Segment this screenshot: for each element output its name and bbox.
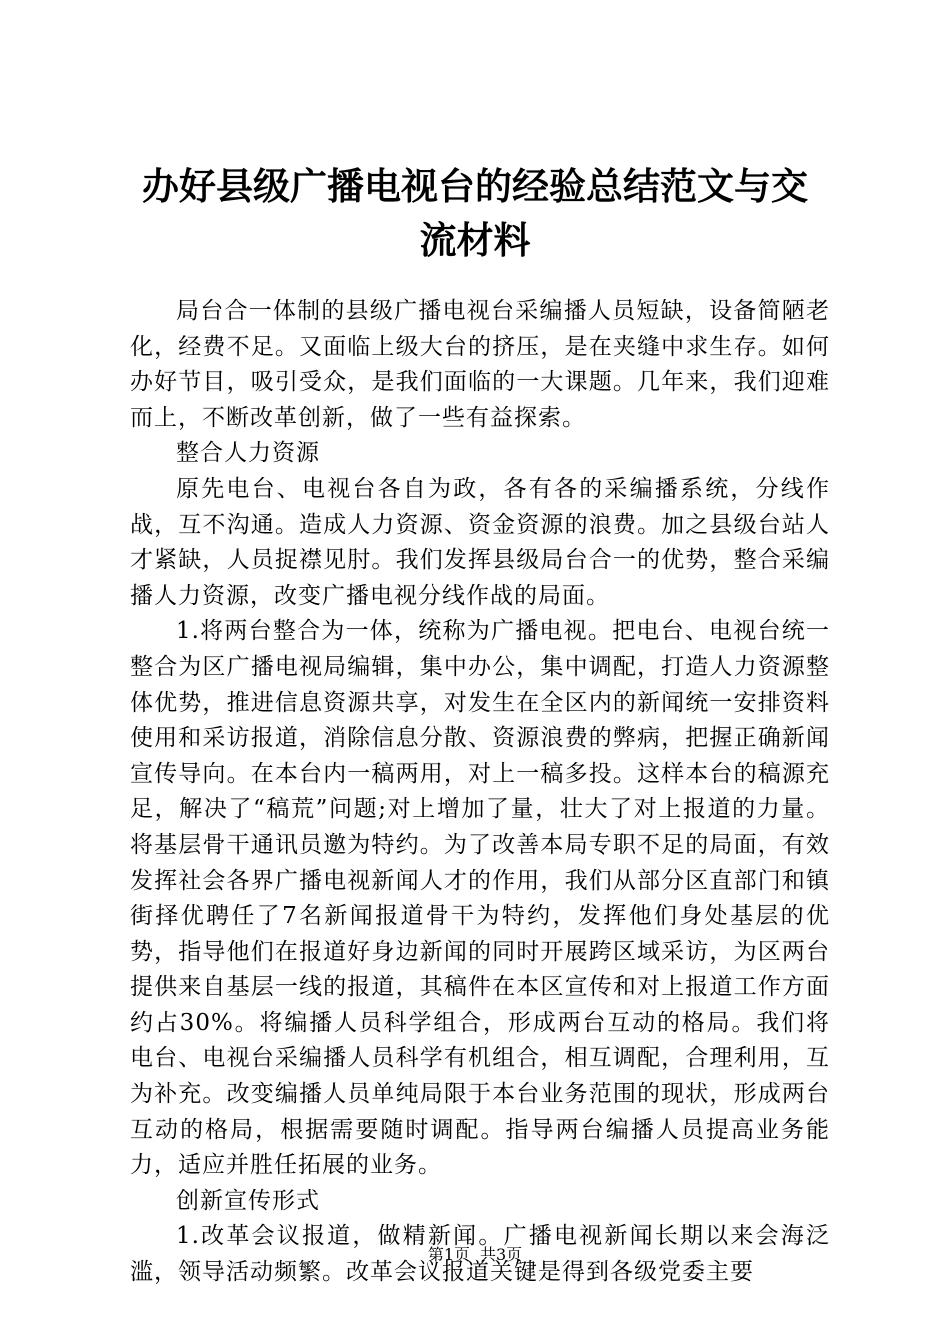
section-heading-hr: 整合人力资源 bbox=[176, 440, 320, 467]
paragraph-innovation-point-1: 1.改革会议报道，做精新闻。广播电视新闻长期以来会海泛滥，领导活动频繁。改革会议报道关键是得到各级党委主要 bbox=[130, 1223, 830, 1286]
page-number: 第1页 bbox=[427, 1245, 470, 1264]
document-title: 办好县级广播电视台的经验总结范文与交流材料 bbox=[142, 165, 808, 262]
document-body bbox=[130, 294, 830, 1291]
page-total: 共3页 bbox=[480, 1245, 523, 1264]
paragraph-hr-point-1: 1.将两台整合为一体，统称为广播电视。把电台、电视台统一整合为区广播电视局编辑，集中办公，集中调配，打造人力资源整体优势，推进信息资源共享，对发生在全区内的新闻统一安排资料使用和采访报道，消除信息分散、资源浪费的弊病，把握正确新闻宣传导向。在本台内一稿两用，对上一稿多投。这样本台的稿源充足，解决了“稿荒”问题;对上增加了量，壮大了对上报道的力量。将基层骨干通讯员邀为特约。为了改善本局专职不足的局面，有效发挥社会各界广播电视新闻人才的作用，我们从部分区直部门和镇街择优聘任了7名新闻报道骨干为特约，发挥他们身处基层的优势，指导他们在报道好身边新闻的同时开展跨区域采访，为区两台提供来自基层一线的报道，其稿件在本区宣传和对上报道工作方面约占30%。将编播人员科学组合，形成两台互动的格局。我们将电台、电视台采编播人员科学有机组合，相互调配，合理利用，互为补充。改变编播人员单纯局限于本台业务范围的现状，形成两台互动的格局，根据需要随时调配。指导两台编播人员提高业务能力，适应并胜任拓展的业务。 bbox=[130, 618, 830, 1179]
page-footer bbox=[0, 1244, 950, 1266]
paragraph-intro: 局台合一体制的县级广播电视台采编播人员短缺，设备简陋老化，经费不足。又面临上级大台的挤压，是在夹缝中求生存。如何办好节目，吸引受众，是我们面临的一大课题。几年来，我们迎难而上，不断改革创新，做了一些有益探索。 bbox=[130, 298, 830, 431]
section-heading-innovation: 创新宣传形式 bbox=[176, 1187, 320, 1214]
paragraph-hr-background: 原先电台、电视台各自为政，各有各的采编播系统，分线作战，互不沟通。造成人力资源、资金资源的浪费。加之县级台站人才紧缺，人员捉襟见肘。我们发挥县级局台合一的优势，整合采编播人力资源，改变广播电视分线作战的局面。 bbox=[130, 475, 830, 609]
